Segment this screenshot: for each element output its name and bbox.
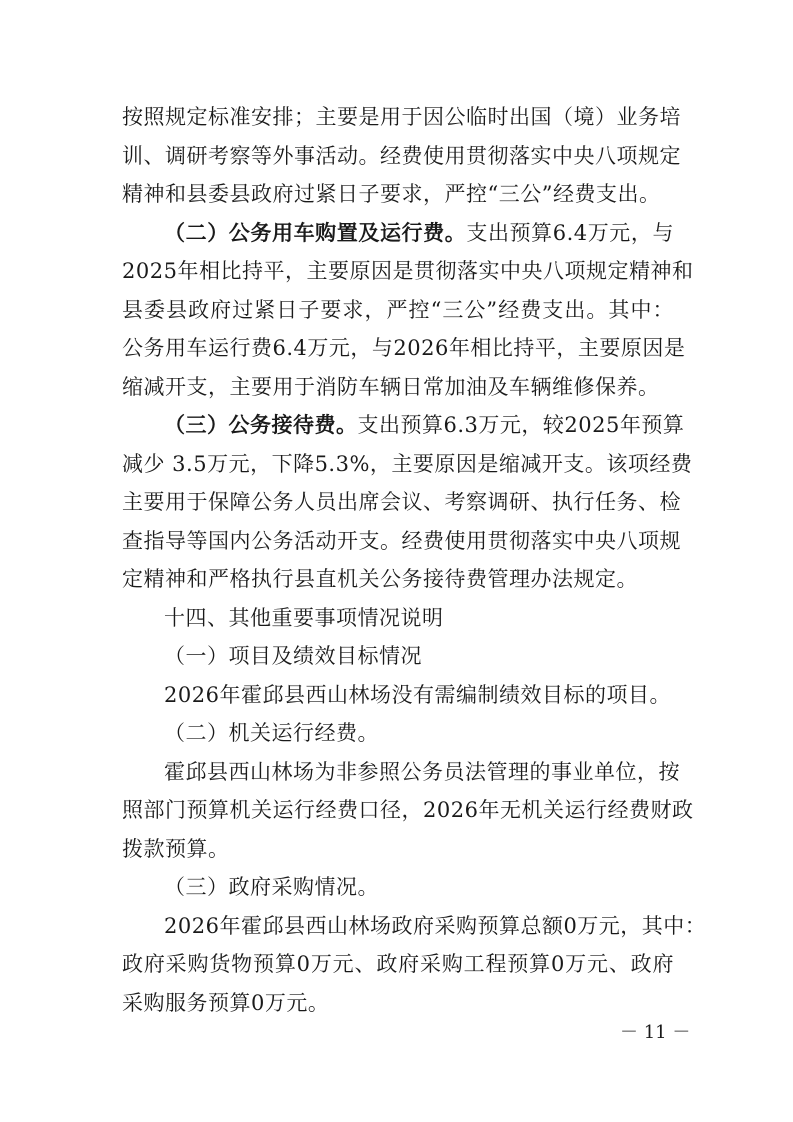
paragraph-line: 照部门预算机关运行经费口径，2026年无机关运行经费财政 bbox=[122, 798, 694, 822]
paragraph-line: 主要用于保障公务人员出席会议、考察调研、执行任务、检 bbox=[122, 490, 681, 514]
paragraph-line: 定精神和严格执行县直机关公务接待费管理办法规定。 bbox=[122, 567, 638, 591]
document-body bbox=[122, 98, 707, 1022]
paragraph-line: 政府采购货物预算0万元、政府采购工程预算0万元、政府 bbox=[122, 952, 674, 976]
paragraph-line: 采购服务预算0万元。 bbox=[122, 990, 330, 1015]
paragraph-line: 精神和县委县政府过紧日子要求，严控“三公”经费支出。 bbox=[122, 182, 661, 206]
paragraph-line: 2025年相比持平，主要原因是贯彻落实中央八项规定精神和 bbox=[122, 259, 694, 283]
section-heading-14: 十四、其他重要事项情况说明 bbox=[164, 605, 444, 630]
paragraph-line: 减少 3.5万元，下降5.3%，主要原因是缩减开支。该项经费 bbox=[122, 451, 693, 476]
subsection-heading-operating-costs: （二）机关运行经费。 bbox=[164, 721, 379, 745]
paragraph-line: 县委县政府过紧日子要求，严控“三公”经费支出。其中： bbox=[122, 297, 674, 322]
paragraph-line: 拨款预算。 bbox=[122, 836, 230, 861]
paragraph-line: 缩减开支，主要用于消防车辆日常加油及车辆维修保养。 bbox=[122, 374, 660, 399]
section-text: 支出预算6.3万元，较2025年预算 bbox=[357, 413, 685, 437]
paragraph-line: 霍邱县西山林场为非参照公务员法管理的事业单位，按 bbox=[164, 759, 680, 784]
paragraph-line: 2026年霍邱县西山林场政府采购预算总额0万元，其中： bbox=[164, 913, 707, 938]
paragraph-line: 公务用车运行费6.4万元，与2026年相比持平，主要原因是 bbox=[122, 336, 686, 360]
paragraph-line: 2026年霍邱县西山林场没有需编制绩效目标的项目。 bbox=[164, 682, 671, 707]
subsection-heading-procurement: （三）政府采购情况。 bbox=[164, 875, 379, 899]
subsection-heading-projects: （一）项目及绩效目标情况 bbox=[164, 644, 422, 668]
page-number: － 11 － bbox=[620, 1022, 691, 1043]
section-text: 支出预算6.4万元，与 bbox=[466, 220, 675, 245]
section-vehicle-costs bbox=[122, 214, 674, 253]
section-heading-reception: （三）公务接待费。 bbox=[164, 413, 358, 437]
paragraph-line: 按照规定标准安排；主要是用于因公临时出国（境）业务培 bbox=[122, 105, 681, 129]
paragraph-line: 训、调研考察等外事活动。经费使用贯彻落实中央八项规定 bbox=[122, 143, 681, 168]
paragraph-line: 查指导等国内公务活动开支。经费使用贯彻落实中央八项规 bbox=[122, 528, 681, 553]
section-heading-vehicle: （二）公务用车购置及运行费。 bbox=[164, 220, 467, 245]
section-reception-costs bbox=[122, 406, 685, 445]
